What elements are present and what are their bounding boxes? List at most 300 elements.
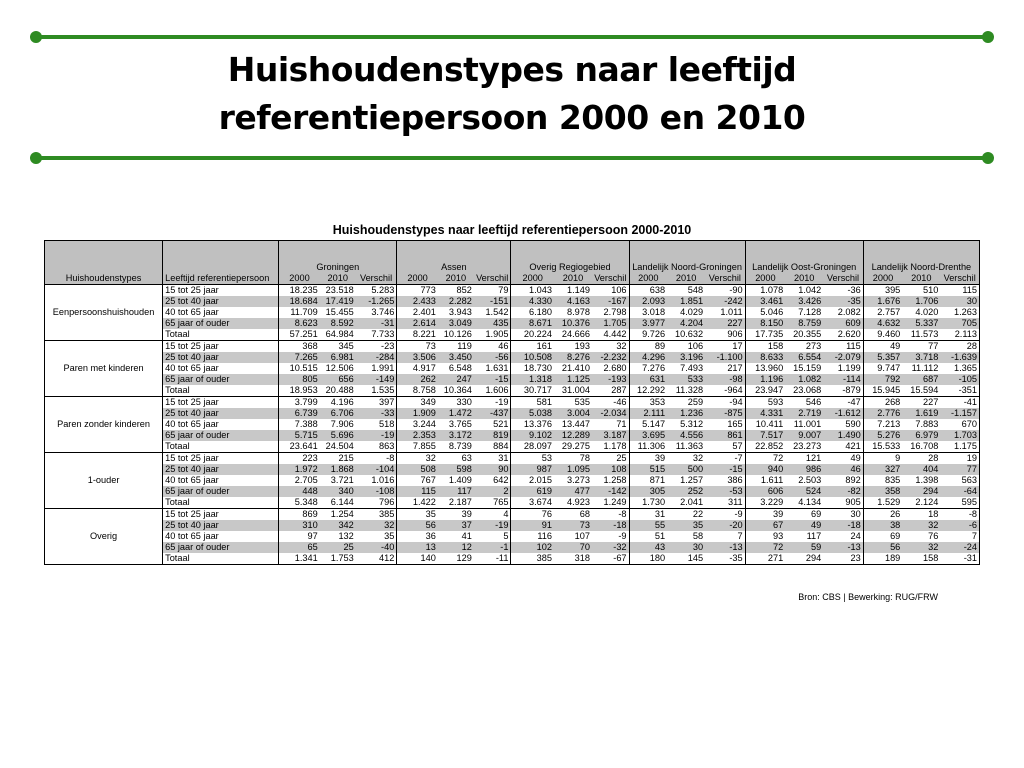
value-cell: 106: [687, 341, 704, 351]
value-cell: 1.175: [940, 441, 979, 453]
value-cell: -13: [823, 542, 863, 553]
value-cell: 404: [902, 464, 940, 475]
value-cell: 53: [511, 453, 554, 465]
value-cell: 3.196: [667, 352, 705, 363]
value-cell: 1.149: [567, 285, 590, 295]
table-row: [45, 475, 980, 486]
table-row: [45, 531, 980, 542]
value-cell: 22: [692, 509, 704, 519]
value-cell: 7.265: [279, 352, 320, 363]
value-cell: 115: [397, 486, 438, 497]
value-cell: 15.594: [902, 385, 940, 397]
value-cell: 31.004: [554, 385, 592, 397]
value-cell: 262: [397, 374, 438, 385]
value-cell: -35: [823, 296, 863, 307]
value-cell: 987: [511, 464, 554, 475]
value-cell: 11.001: [793, 419, 822, 429]
value-cell: 1.409: [448, 475, 472, 485]
table-row: [45, 497, 980, 509]
value-cell: 91: [511, 520, 554, 531]
value-cell: 117: [806, 531, 822, 541]
value-cell: 6.548: [448, 363, 472, 373]
value-cell: 10.515: [279, 363, 320, 374]
value-cell: 193: [574, 341, 590, 351]
value-cell: 4.917: [397, 363, 438, 374]
value-cell: 12: [438, 542, 474, 553]
value-cell: 8.592: [320, 318, 356, 329]
value-cell: 598: [438, 464, 474, 475]
value-cell: 77: [928, 341, 939, 351]
value-cell: -2.079: [823, 352, 863, 363]
value-cell: 35: [397, 509, 438, 521]
value-cell: 10.508: [511, 352, 554, 363]
value-cell: 37: [438, 520, 474, 531]
value-cell: -47: [847, 397, 861, 407]
value-cell: 77: [940, 464, 979, 475]
value-cell: 871: [629, 475, 667, 486]
header-region: Landelijk Noord-Drenthe: [863, 241, 979, 274]
value-cell: -108: [356, 486, 397, 497]
value-cell: 129: [438, 553, 474, 565]
value-cell: 2.757: [863, 307, 902, 318]
value-cell: 3.746: [371, 307, 395, 317]
value-cell: 39: [745, 509, 785, 521]
value-cell: 5.357: [863, 352, 902, 363]
value-cell: 17.735: [745, 329, 785, 341]
value-cell: 259: [687, 397, 704, 407]
value-cell: 57: [705, 441, 745, 453]
value-cell: 1.606: [474, 385, 511, 397]
value-cell: 5.276: [863, 430, 902, 441]
value-cell: 2.124: [902, 497, 940, 509]
value-cell: 32: [902, 542, 940, 553]
value-cell: 25: [320, 542, 356, 553]
value-cell: -964: [705, 385, 745, 397]
value-cell: 546: [805, 397, 822, 407]
value-cell: -15: [474, 374, 511, 385]
value-cell: 18.235: [279, 285, 320, 297]
header-subcolumn: 2010: [554, 273, 592, 285]
value-cell: 5.715: [279, 430, 320, 441]
value-cell: 1.706: [902, 296, 940, 307]
value-cell: 2.680: [603, 363, 627, 373]
value-cell: 93: [745, 531, 785, 542]
age-label: 25 tot 40 jaar: [163, 408, 279, 419]
value-cell: 63: [461, 453, 472, 463]
value-cell: 5.696: [320, 430, 356, 441]
value-cell: -9: [734, 509, 743, 519]
age-label: 40 tot 65 jaar: [163, 475, 279, 486]
header-region: Landelijk Oost-Groningen: [745, 241, 863, 274]
value-cell: 15.455: [325, 307, 354, 317]
value-cell: -11: [474, 553, 511, 565]
value-cell: -41: [940, 397, 979, 409]
value-cell: -1.100: [705, 352, 745, 363]
value-cell: 30.717: [511, 385, 554, 397]
value-cell: 327: [863, 464, 902, 475]
value-cell: -94: [729, 397, 743, 407]
value-cell: 252: [667, 486, 705, 497]
age-label: 65 jaar of ouder: [163, 430, 279, 441]
value-cell: 1.535: [356, 385, 397, 397]
value-cell: 35: [667, 520, 705, 531]
value-cell: 2.113: [940, 329, 979, 341]
value-cell: 3.799: [279, 397, 320, 409]
value-cell: 385: [511, 553, 554, 565]
value-cell: -104: [356, 464, 397, 475]
header-subcolumn: 2000: [279, 273, 320, 285]
value-cell: 69: [810, 509, 822, 519]
value-cell: 1.631: [485, 363, 509, 373]
source-note: Bron: CBS | Bewerking: RUG/FRW: [798, 592, 938, 602]
value-cell: 67: [745, 520, 785, 531]
value-cell: 305: [629, 486, 667, 497]
value-cell: 533: [667, 374, 705, 385]
value-cell: 792: [863, 374, 902, 385]
household-type-label: Eenpersoonshuishouden: [45, 285, 163, 341]
value-cell: 852: [456, 285, 472, 295]
bottom-divider: [36, 156, 988, 160]
value-cell: 395: [863, 285, 902, 297]
value-cell: -19: [356, 430, 397, 441]
value-cell: 46: [498, 341, 509, 351]
age-label: 25 tot 40 jaar: [163, 520, 279, 531]
value-cell: 49: [785, 520, 823, 531]
value-cell: 117: [438, 486, 474, 497]
value-cell: 1.972: [279, 464, 320, 475]
value-cell: 7: [737, 531, 743, 541]
value-cell: 5.147: [629, 419, 667, 430]
value-cell: 41: [461, 531, 472, 541]
value-cell: 30: [667, 542, 705, 553]
value-cell: 2.401: [397, 307, 438, 318]
value-cell: 90: [474, 464, 511, 475]
header-subcolumn: Verschil: [705, 273, 745, 285]
value-cell: 642: [493, 475, 509, 485]
value-cell: 2.111: [629, 408, 667, 419]
value-cell: 39: [629, 453, 667, 465]
value-cell: 10.364: [438, 385, 474, 397]
value-cell: 3.229: [745, 497, 785, 509]
age-label: Totaal: [163, 497, 279, 509]
value-cell: 56: [863, 542, 902, 553]
value-cell: 13.960: [745, 363, 785, 374]
table-row: [45, 285, 980, 297]
value-cell: 3.461: [745, 296, 785, 307]
value-cell: -1.157: [940, 408, 979, 419]
value-cell: 11.328: [667, 385, 705, 397]
age-label: 40 tot 65 jaar: [163, 531, 279, 542]
value-cell: 349: [397, 397, 438, 409]
header-subcolumn: 2010: [320, 273, 356, 285]
value-cell: 30: [850, 509, 861, 519]
value-cell: -19: [474, 520, 511, 531]
value-cell: 524: [785, 486, 823, 497]
value-cell: 563: [940, 475, 979, 486]
value-cell: 102: [511, 542, 554, 553]
value-cell: 1.730: [629, 497, 667, 509]
value-cell: 518: [378, 419, 395, 429]
value-cell: 5.038: [511, 408, 554, 419]
value-cell: 12.289: [554, 430, 592, 441]
value-cell: 8.739: [438, 441, 474, 453]
value-cell: 1.236: [667, 408, 705, 419]
value-cell: 121: [805, 453, 822, 463]
value-cell: 58: [692, 531, 704, 541]
value-cell: -9: [618, 531, 627, 541]
table-row: [45, 509, 980, 521]
value-cell: 6.981: [320, 352, 356, 363]
value-cell: 521: [493, 419, 509, 429]
value-cell: 6.706: [320, 408, 356, 419]
value-cell: 271: [745, 553, 785, 565]
value-cell: 57.251: [279, 329, 320, 341]
value-cell: 9.460: [863, 329, 902, 341]
value-cell: 1.619: [902, 408, 940, 419]
age-label: 65 jaar of ouder: [163, 318, 279, 329]
value-cell: 1.705: [592, 318, 629, 329]
value-cell: 869: [279, 509, 320, 521]
value-cell: 3.718: [902, 352, 940, 363]
value-cell: 1.753: [320, 553, 356, 565]
value-cell: 15.159: [793, 363, 822, 373]
value-cell: 5.046: [745, 307, 785, 318]
value-cell: 31: [629, 509, 667, 521]
value-cell: 5.337: [902, 318, 940, 329]
table-row: [45, 352, 980, 363]
value-cell: 227: [705, 318, 745, 329]
value-cell: 21.410: [561, 363, 590, 373]
value-cell: 3.244: [397, 419, 438, 430]
value-cell: 3.004: [554, 408, 592, 419]
header-subcolumn: 2000: [745, 273, 785, 285]
value-cell: 23.518: [325, 285, 354, 295]
value-cell: 3.943: [448, 307, 472, 317]
table-row: [45, 486, 980, 497]
value-cell: 4.442: [592, 329, 629, 341]
value-cell: -151: [474, 296, 511, 307]
value-cell: -6: [940, 520, 979, 531]
value-cell: -98: [705, 374, 745, 385]
slide-title-line-1: Huishoudenstypes naar leeftijd: [227, 50, 797, 89]
value-cell: 3.172: [438, 430, 474, 441]
value-cell: 107: [574, 531, 590, 541]
value-cell: 132: [338, 531, 354, 541]
value-cell: -33: [356, 408, 397, 419]
value-cell: 2.705: [279, 475, 320, 486]
value-cell: 2.093: [629, 296, 667, 307]
value-cell: 7.128: [798, 307, 822, 317]
value-cell: -36: [847, 285, 861, 295]
table-row: [45, 419, 980, 430]
value-cell: 5: [503, 531, 509, 541]
table-row: [45, 318, 980, 329]
value-cell: 64.984: [320, 329, 356, 341]
table-row: [45, 408, 980, 419]
value-cell: 906: [705, 329, 745, 341]
value-cell: 1.909: [397, 408, 438, 419]
value-cell: 2.041: [667, 497, 705, 509]
value-cell: 13.447: [561, 419, 590, 429]
value-cell: 2.798: [603, 307, 627, 317]
value-cell: 3.506: [397, 352, 438, 363]
header-subcolumn: 2010: [785, 273, 823, 285]
value-cell: 13: [397, 542, 438, 553]
divider-dot: [982, 152, 994, 164]
header-household-type: Huishoudenstypes: [45, 241, 163, 285]
value-cell: 158: [902, 553, 940, 565]
top-divider: [36, 35, 988, 39]
age-label: Totaal: [163, 441, 279, 453]
value-cell: 318: [554, 553, 592, 565]
value-cell: 31: [498, 453, 509, 463]
header-subcolumn: Verschil: [356, 273, 397, 285]
table-row: [45, 385, 980, 397]
value-cell: 55: [629, 520, 667, 531]
value-cell: 1.341: [279, 553, 320, 565]
value-cell: 4.020: [915, 307, 939, 317]
age-label: Totaal: [163, 553, 279, 565]
value-cell: 8.276: [554, 352, 592, 363]
value-cell: 3.049: [438, 318, 474, 329]
value-cell: 861: [705, 430, 745, 441]
value-cell: -15: [705, 464, 745, 475]
value-cell: 17: [732, 341, 743, 351]
slide-title: [0, 46, 1024, 142]
household-type-label: 1-ouder: [45, 453, 163, 509]
value-cell: 23.273: [785, 441, 823, 453]
value-cell: -64: [940, 486, 979, 497]
value-cell: 19: [940, 453, 979, 465]
value-cell: 215: [338, 453, 354, 463]
value-cell: 28.097: [511, 441, 554, 453]
value-cell: -31: [356, 318, 397, 329]
value-cell: 59: [785, 542, 823, 553]
value-cell: 8.633: [745, 352, 785, 363]
value-cell: 217: [727, 363, 743, 373]
value-cell: 638: [629, 285, 667, 297]
value-cell: 705: [940, 318, 979, 329]
table-row: [45, 430, 980, 441]
value-cell: 805: [279, 374, 320, 385]
age-label: 65 jaar of ouder: [163, 486, 279, 497]
value-cell: 595: [940, 497, 979, 509]
value-cell: 345: [338, 341, 354, 351]
value-cell: 12.292: [629, 385, 667, 397]
value-cell: -351: [940, 385, 979, 397]
value-cell: 863: [356, 441, 397, 453]
value-cell: 32: [902, 520, 940, 531]
header-subcolumn: 2010: [667, 273, 705, 285]
value-cell: 39: [461, 509, 472, 519]
value-cell: 397: [378, 397, 395, 407]
value-cell: 4.330: [511, 296, 554, 307]
value-cell: -8: [940, 509, 979, 521]
value-cell: 1.011: [720, 307, 743, 317]
value-cell: 448: [279, 486, 320, 497]
value-cell: 1.422: [397, 497, 438, 509]
value-cell: 358: [863, 486, 902, 497]
age-label: 25 tot 40 jaar: [163, 296, 279, 307]
value-cell: 773: [397, 285, 438, 297]
value-cell: 548: [687, 285, 704, 295]
value-cell: -105: [940, 374, 979, 385]
value-cell: 7.517: [745, 430, 785, 441]
value-cell: 1.082: [785, 374, 823, 385]
value-cell: -8: [386, 453, 395, 463]
value-cell: 7.276: [629, 363, 667, 374]
table-row: [45, 464, 980, 475]
header-subcolumn: Verschil: [474, 273, 511, 285]
value-cell: 2.187: [438, 497, 474, 509]
value-cell: 590: [845, 419, 861, 429]
value-cell: 412: [356, 553, 397, 565]
value-cell: 11.573: [902, 329, 940, 341]
value-cell: 687: [902, 374, 940, 385]
value-cell: 1.258: [603, 475, 627, 485]
value-cell: 515: [629, 464, 667, 475]
value-cell: 1.365: [940, 363, 979, 374]
value-cell: 3.018: [629, 307, 667, 318]
value-cell: 9.747: [863, 363, 902, 374]
value-cell: 819: [474, 430, 511, 441]
value-cell: 1.611: [745, 475, 785, 486]
value-cell: 3.426: [785, 296, 823, 307]
value-cell: 905: [823, 497, 863, 509]
value-cell: -1.265: [356, 296, 397, 307]
value-cell: 619: [511, 486, 554, 497]
value-cell: 23.947: [745, 385, 785, 397]
value-cell: 10.411: [745, 419, 785, 430]
value-cell: 35: [384, 531, 395, 541]
value-cell: 32: [356, 520, 397, 531]
value-cell: 1.254: [330, 509, 354, 519]
value-cell: 32: [397, 453, 438, 465]
value-cell: 4.163: [554, 296, 592, 307]
value-cell: 4.556: [667, 430, 705, 441]
value-cell: 500: [667, 464, 705, 475]
value-cell: 385: [378, 509, 395, 519]
value-cell: -7: [734, 453, 743, 463]
value-cell: -19: [495, 397, 509, 407]
value-cell: 23.068: [785, 385, 823, 397]
value-cell: 1.016: [371, 475, 395, 485]
value-cell: -90: [729, 285, 743, 295]
value-cell: 69: [863, 531, 902, 542]
value-cell: 227: [922, 397, 939, 407]
value-cell: 70: [554, 542, 592, 553]
value-cell: 2.503: [798, 475, 822, 485]
table-row: [45, 397, 980, 409]
value-cell: 115: [940, 285, 979, 297]
value-cell: 4.134: [785, 497, 823, 509]
value-cell: 884: [474, 441, 511, 453]
value-cell: 15.533: [863, 441, 902, 453]
value-cell: 140: [397, 553, 438, 565]
value-cell: 43: [629, 542, 667, 553]
value-cell: 510: [922, 285, 939, 295]
table-row: [45, 441, 980, 453]
value-cell: 477: [554, 486, 592, 497]
value-cell: 6.739: [279, 408, 320, 419]
value-cell: 18.730: [511, 363, 554, 374]
value-cell: 5.283: [371, 285, 395, 295]
value-cell: 49: [863, 341, 902, 353]
age-label: Totaal: [163, 329, 279, 341]
value-cell: -1: [474, 542, 511, 553]
value-cell: 3.450: [438, 352, 474, 363]
value-cell: 340: [320, 486, 356, 497]
